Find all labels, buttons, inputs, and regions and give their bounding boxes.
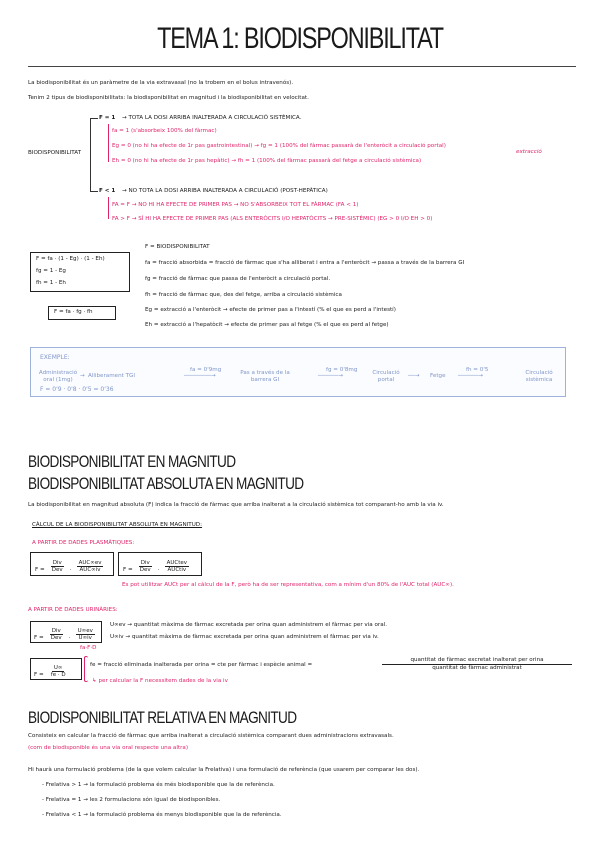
relativa-item-2: - Frelativa = 1 → les 2 formulacions són igual de biodisponibles. bbox=[42, 797, 221, 803]
f1-items-bracket bbox=[108, 124, 109, 162]
f1-text: → TOTA LA DOSI ARRIBA INALTERADA A CIRCULACIÓ SISTÈMICA. bbox=[122, 115, 302, 121]
urine-formula-note: fa·F·D bbox=[80, 645, 97, 651]
flt1-item-2: FA > F → SÍ HI HA EFECTE DE PRIMER PAS (ALS ENTERÒCITS I/O HEPATÒCITS → PRE-SISTÈMIC) (EG > 0 I/O EH > 0) bbox=[112, 216, 433, 222]
example-step-1: Administració oral (1mg) bbox=[38, 370, 78, 383]
flt1-item-1: FA = F → NO HI HA EFECTE DE PRIMER PAS → NO S'ABSORBEIX TOT EL FÀRMAC (FA < 1) bbox=[112, 202, 359, 208]
example-step-4: Circulació portal bbox=[372, 370, 400, 383]
flt1-text: → NO TOTA LA DOSI ARRIBA INALTERADA A CIRCULACIÓ (POST-HEPÀTICA) bbox=[122, 188, 328, 194]
urine-title: A PARTIR DE DADES URINÀRIES: bbox=[28, 607, 118, 613]
example-arrow-5-label: fh = 0'5 bbox=[466, 367, 489, 373]
f1-item-3: Eh = 0 (no hi ha efecte de 1r pas hepàtic) → fh = 1 (100% del fàrmac passarà del fetge a circulació sistèmica) bbox=[112, 158, 422, 164]
formula-line-3: fh = 1 - Eh bbox=[36, 280, 66, 286]
fe-ratio: quantitat de fàrmac excretat inalterat per orina quantitat de fàrmac administrat bbox=[382, 657, 572, 672]
tree-flt1-connector bbox=[90, 191, 98, 192]
definition-6: Eh = extracció a l'hepatòcit → efecte de primer pas al fetge (% el que es perd al fetge) bbox=[145, 322, 389, 328]
relativa-item-1: - Frelativa > 1 → la formulació problema és més biodisponible que la de referència. bbox=[42, 782, 275, 788]
urine-formula: F = $\frac{\text{Div}}{\text{Dev}}$ · $\frac{U\infty ev}{U\infty iv}$ bbox=[30, 621, 102, 643]
example-arrow-2: ────────→ bbox=[184, 373, 216, 379]
urine-def-2: U∞iv → quantitat màxima de fàrmac excretada per orina quan administrem el fàrmac per via iv. bbox=[110, 634, 379, 640]
intro-line-2: Tenim 2 tipus de biodisponibilitats: la biodisponibilitat en magnitud i la biodisponibilitat en velocitat. bbox=[28, 95, 309, 101]
example-step-3: Pas a través de la barrera GI bbox=[240, 370, 290, 383]
f1-item-1: fa = 1 (s'absorbeix 100% del fàrmac) bbox=[112, 128, 217, 134]
plasma-note: Es pot utilitzar AUCt per al càlcul de la F, però ha de ser representativa, com a mínim d'un 80% de l'AUC total (AUC∞). bbox=[122, 582, 454, 588]
example-arrow-5: ──────→ bbox=[458, 373, 483, 379]
example-step-2: Alliberament TGI bbox=[88, 373, 136, 379]
fe-formula: F = $\frac{U\infty}{fe \cdot D}$ bbox=[30, 658, 82, 680]
fe-note: ↳ per calcular la F necessitem dades de la via iv bbox=[92, 678, 228, 684]
f1-label: F = 1 bbox=[99, 115, 116, 121]
definition-1: F = BIODISPONIBILITAT bbox=[145, 244, 210, 250]
f1-extraction-note: extracció bbox=[516, 149, 542, 155]
relativa-line-2: (com de biodisponible és una via oral respecte una altra) bbox=[28, 745, 188, 751]
example-step-6: Circulació sistèmica bbox=[525, 370, 553, 383]
relativa-line-3: Hi haurà una formulació problema (de la que volem calcular la Frelativa) i una formulació de referència (que usarem per comparar les dos). bbox=[28, 767, 420, 773]
example-arrow-2-label: fa = 0'9mg bbox=[190, 367, 222, 373]
flt1-items-bracket bbox=[108, 197, 109, 219]
relativa-item-3: - Frelativa < 1 → la formulació problema és menys biodisponible que la de referència. bbox=[42, 812, 282, 818]
example-arrow-3: ──────→ bbox=[318, 373, 343, 379]
plasma-title: A PARTIR DE DADES PLASMÀTIQUES: bbox=[32, 540, 135, 546]
example-arrow-1: → bbox=[80, 373, 85, 379]
intro-line-1: La biodisponibilitat és un paràmetre de la via extravasal (no la trobem en el bolus intravenós). bbox=[28, 80, 294, 86]
plasma-formula-1: F = $\frac{\text{Div}}{\text{Dev}}$ · $\frac{\text{AUC∞ev}}{\text{AUC∞iv}}$ bbox=[30, 552, 114, 576]
tree-f1-connector bbox=[90, 118, 98, 119]
flt1-label: F < 1 bbox=[99, 188, 116, 194]
example-result: F = 0'9 · 0'8 · 0'5 = 0'36 bbox=[40, 386, 114, 393]
example-step-5: Fetge bbox=[430, 373, 446, 379]
magnitud-description: La biodisponibilitat en magnitud absoluta (F) indica la fracció de fàrmac que arriba inalterat a la circulació sistèmica tot comparant-ho amb la via iv. bbox=[28, 502, 444, 508]
formula-line-1: F = fa · (1 - Eg) · (1 - Eh) bbox=[36, 256, 105, 262]
definition-4: fh = fracció de fàrmac que, des del fetge, arriba a circulació sistèmica bbox=[145, 292, 342, 298]
formula-line-2: fg = 1 - Eg bbox=[36, 268, 66, 274]
definition-5: Eg = extracció a l'enteròcit → efecte de primer pas a l'intestí (% el que es perd a l'intestí) bbox=[145, 307, 396, 313]
magnitud-subheading: BIODISPONIBILITAT ABSOLUTA EN MAGNITUD bbox=[28, 474, 304, 493]
urine-def-1: U∞ev → quantitat màxima de fàrmac excretada per orina quan administrem el fàrmac per via oral. bbox=[110, 622, 387, 628]
example-label: EXEMPLE: bbox=[40, 354, 70, 361]
fe-bracket bbox=[84, 656, 88, 682]
fe-definition: fe = fracció eliminada inalterada per orina = cte per fàrmac i espècie animal = bbox=[90, 662, 313, 668]
example-arrow-4: ──→ bbox=[408, 373, 420, 379]
relativa-heading: BIODISPONIBILITAT RELATIVA EN MAGNITUD bbox=[28, 708, 297, 727]
title-underline bbox=[28, 66, 576, 67]
relativa-line-1: Consisteix en calcular la fracció de fàrmac que arriba inalterat a circulació sistèmica comparant dues administracions extravasals. bbox=[28, 733, 394, 739]
calc-title: CÀLCUL DE LA BIODISPONIBILITAT ABSOLUTA EN MAGNITUD: bbox=[32, 522, 203, 528]
definition-2: fa = fracció absorbida = fracció de fàrmac que s'ha alliberat i entra a l'enteròcit → passa a través de la barrera GI bbox=[145, 260, 465, 266]
tree-root-bracket bbox=[90, 118, 91, 192]
tree-root: BIODISPONIBILITAT bbox=[28, 150, 82, 156]
simple-formula: F = fa · fg · fh bbox=[54, 309, 93, 315]
plasma-formula-2: F = $\frac{\text{Div}}{\text{Dev}}$ · $\frac{\text{AUCtev}}{\text{AUCtiv}}$ bbox=[118, 552, 202, 576]
definition-3: fg = fracció de fàrmac que passa de l'enteròcit a circulació portal. bbox=[145, 276, 331, 282]
page-title: TEMA 1: BIODISPONIBILITAT bbox=[157, 22, 443, 55]
example-arrow-3-label: fg = 0'8mg bbox=[326, 367, 358, 373]
f1-item-2: Eg = 0 (no hi ha efecte de 1r pas gastrointestinal) → fg = 1 (100% del fàrmac passarà de l'enteròcit a circulació portal) bbox=[112, 143, 446, 149]
magnitud-heading: BIODISPONIBILITAT EN MAGNITUD bbox=[28, 452, 236, 471]
